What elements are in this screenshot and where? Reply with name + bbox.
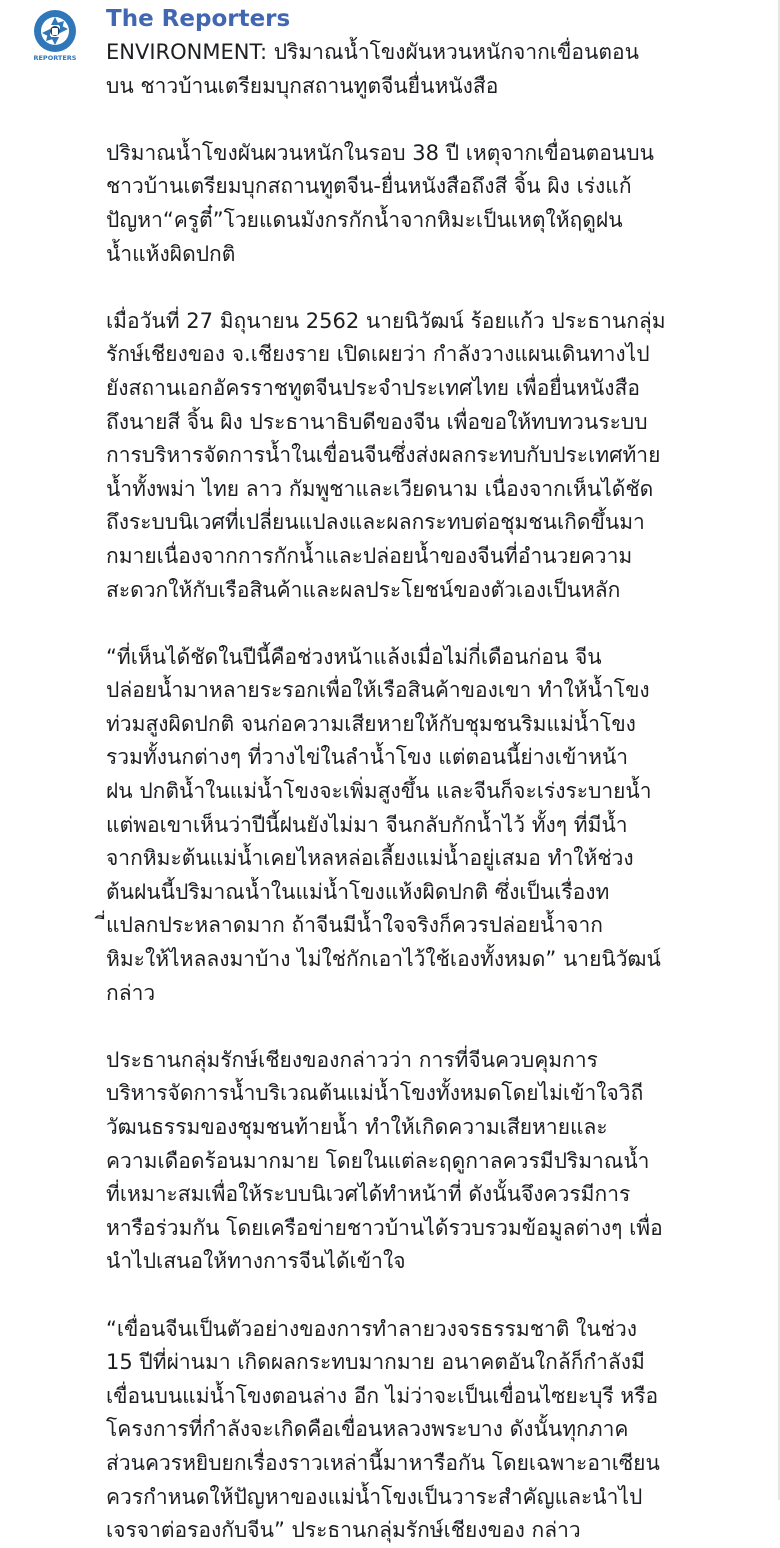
post-text-line: เขื่อนบนแม่น้ำโขงตอนล่าง อีก ไม่ว่าจะเป็นเขื่อนไซยะบุรี หรือ [106, 1383, 659, 1408]
page-avatar[interactable] [28, 8, 82, 62]
post-text-line: ปริมาณน้ำโขงผันผวนหนักในรอบ 38 ปี เหตุจากเขื่อนตอนบน [106, 140, 654, 165]
post-text-line: ส่วนควรหยิบยกเรื่องราวเหล่านี้มาหารือกัน โดยเฉพาะอาเซียน [106, 1450, 660, 1475]
post-text-line: แต่พอเขาเห็นว่าปีนี้ฝนยังไม่มา จีนกลับกักน้ำไว้ ทั้งๆ ที่มีน้ำ [106, 812, 628, 837]
post-text-line: ปัญหา“ครูตี๋”โวยแดนมังกรกักน้ำจากหิมะเป็นเหตุให้ฤดูฝน [106, 207, 623, 232]
post-paragraph [106, 137, 766, 271]
post-text-line: ยังสถานเอกอัครราชทูตจีนประจำประเทศไทย เพื่อยื่นหนังสือ [106, 375, 640, 400]
post-text-line: นำไปเสนอให้ทางการจีนได้เข้าใจ [106, 1249, 406, 1274]
post-paragraph [106, 36, 766, 103]
post-paragraph [106, 1044, 766, 1279]
post-text-line: ถึงนายสี จิ้น ผิง ประธานาธิบดีของจีน เพื่อขอให้ทบทวนระบบ [106, 409, 648, 434]
post-text-line: รักษ์เชียงของ จ.เชียงราย เปิดเผยว่า กำลังวางแผนเดินทางไป [106, 342, 650, 367]
post-text-line: ควรกำหนดให้ปัญหาของแม่น้ำโขงเป็นวาระสำคัญและนำไป [106, 1484, 643, 1509]
post-text-line: เมื่อวันที่ 27 มิถุนายน 2562 นายนิวัฒน์ ร้อยแก้ว ประธานกลุ่ม [106, 308, 666, 333]
post-text-line: โครงการที่กำลังจะเกิดคือเขื่อนหลวงพระบาง ดังนั้นทุกภาค [106, 1417, 629, 1442]
post-body [106, 36, 766, 1548]
post-text-line: รวมทั้งนกต่างๆ ที่วางไข่ในลำน้ำโขง แต่ตอนนี้ย่างเข้าหน้า [106, 745, 629, 770]
post-header [106, 4, 766, 34]
reporters-logo-icon [28, 8, 82, 62]
post-paragraph [106, 641, 766, 1011]
post-text-line: “ที่เห็นได้ชัดในปีนี้คือช่วงหน้าแล้งเมื่อไม่กี่เดือนก่อน จีน [106, 644, 602, 669]
post-text-line: น้ำแห้งผิดปกติ [106, 241, 236, 266]
post-text-line: 15 ปีที่ผ่านมา เกิดผลกระทบมากมาย อนาคตอันใกล้ก็กำลังมี [106, 1350, 645, 1375]
post-text-line: ENVIRONMENT: ปริมาณน้ำโขงผันหวนหนักจากเขื่อนตอน [106, 40, 639, 64]
post-text-line: บน ชาวบ้านเตรียมบุกสถานทูตจีนยื่นหนังสือ [106, 73, 499, 98]
post-text-line: ี่แปลกประหลาดมาก ถ้าจีนมีน้ำใจจริงก็ควรปล่อยน้ำจาก [106, 913, 603, 938]
post-text-line: ปล่อยน้ำมาหลายระรอกเพื่อให้เรือสินค้าของเขา ทำให้น้ำโขง [106, 678, 650, 703]
post-text-line: ถึงระบบนิเวศที่เปลี่ยนแปลงและผลกระทบต่อชุมชนเกิดขึ้นมา [106, 510, 645, 535]
post-text-line: “เขื่อนจีนเป็นตัวอย่างของการทำลายวงจรธรรมชาติ ในช่วง [106, 1316, 638, 1341]
page-name-link[interactable]: The Reporters [106, 6, 291, 32]
avatar-label: REPORTERS [33, 54, 77, 62]
post-text-line: ท่วมสูงผิดปกติ จนก่อความเสียหายให้กับชุมชนริมแม่น้ำโขง [106, 711, 636, 736]
post-text-line: วัฒนธรรมของชุมชนท้ายน้ำ ทำให้เกิดความเสียหายและ [106, 1115, 608, 1139]
post-text-line: ความเดือดร้อนมากมาย โดยในแต่ละฤดูกาลควรมีปริมาณน้ำ [106, 1148, 650, 1173]
post-text-line: กมายเนื่องจากการกักน้ำและปล่อยน้ำของจีนที่อำนวยความ [106, 543, 633, 568]
post-text-line: หิมะให้ไหลลงมาบ้าง ไม่ใช่กักเอาไว้ใช้เองทั้งหมด” นายนิวัฒน์ [106, 947, 661, 972]
post-text-line: เจรจาต่อรองกับจีน” ประธานกลุ่มรักษ์เชียงของ กล่าว [106, 1518, 581, 1543]
post-text-line: ต้นฝนนี้ปริมาณน้ำในแม่น้ำโขงแห้งผิดปกติ ซึ่งเป็นเรื่องท [106, 879, 610, 904]
post-text-line: หารือร่วมกัน โดยเครือข่ายชาวบ้านได้รวบรวมข้อมูลต่างๆ เพื่อ [106, 1215, 663, 1240]
post-text-line: สะดวกให้กับเรือสินค้าและผลประโยชน์ของตัวเองเป็นหลัก [106, 577, 621, 602]
post-text-line: น้ำทั้งพม่า ไทย ลาว กัมพูชาและเวียดนาม เนื่องจากเห็นได้ชัด [106, 476, 654, 501]
post-text-line: ประธานกลุ่มรักษ์เชียงของกล่าวว่า การที่จีนควบคุมการ [106, 1047, 598, 1072]
post-text-line: กล่าว [106, 980, 156, 1005]
post-text-line: ฝน ปกติน้ำในแม่น้ำโขงจะเพิ่มสูงขึ้น และจีนก็จะเร่งระบายน้ำ [106, 779, 652, 804]
post-text-line: การบริหารจัดการน้ำในเขื่อนจีนซึ่งส่งผลกระทบกับประเทศท้าย [106, 443, 661, 468]
post-paragraph [106, 1313, 766, 1548]
post-text-line: จากหิมะต้นแม่น้ำเคยไหลหล่อเลี้ยงแม่น้ำอยู่เสมอ ทำให้ช่วง [106, 846, 634, 871]
post-text-line: ชาวบ้านเตรียมบุกสถานทูตจีน-ยื่นหนังสือถึงสี จิ้น ผิง เร่งแก้ [106, 174, 632, 199]
post-text-line: ที่เหมาะสมเพื่อให้ระบบนิเวศได้ทำหน้าที่ ดังนั้นจึงควรมีการ [106, 1182, 631, 1207]
post-paragraph [106, 305, 766, 607]
post-text-line: บริหารจัดการน้ำบริเวณต้นแม่น้ำโขงทั้งหมดโดยไม่เข้าใจวิถี [106, 1081, 644, 1106]
